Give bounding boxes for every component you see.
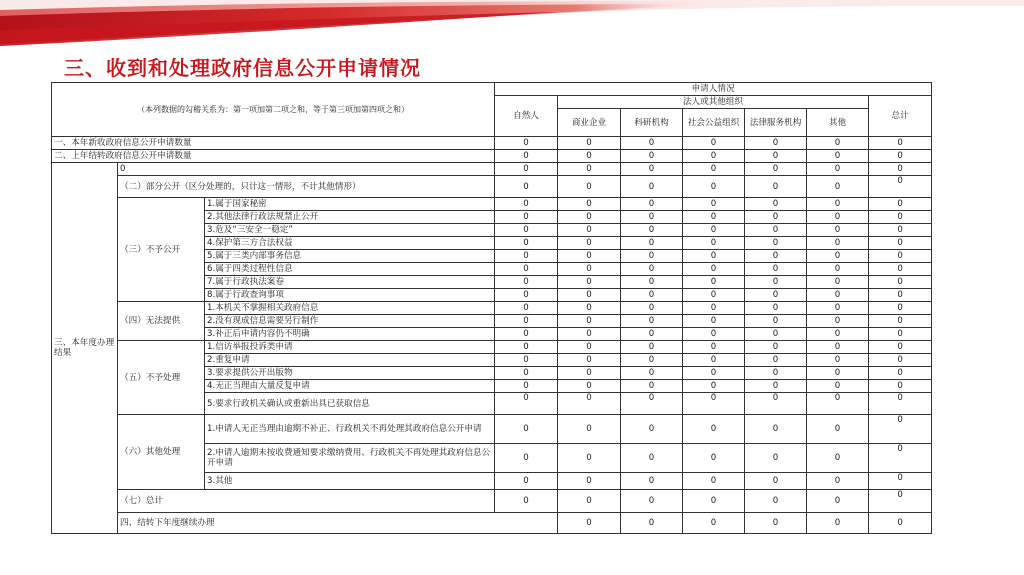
value-cell: 0 bbox=[621, 198, 683, 211]
value-cell: 0 bbox=[869, 250, 932, 263]
header-total: 总计 bbox=[869, 96, 932, 137]
value-cell: 0 bbox=[869, 176, 932, 198]
row-label: （二）部分公开（区分处理的，只计这一情形，不计其他情形） bbox=[118, 176, 495, 198]
value-cell: 0 bbox=[495, 198, 558, 211]
value-cell: 0 bbox=[807, 176, 869, 198]
value-cell: 0 bbox=[869, 354, 932, 367]
value-cell: 0 bbox=[683, 198, 745, 211]
value-cell: 0 bbox=[807, 341, 869, 354]
value-cell: 0 bbox=[745, 354, 807, 367]
value-cell: 0 bbox=[558, 176, 621, 198]
header-applicant: 申请人情况 bbox=[495, 83, 932, 96]
row-label: 6.属于四类过程性信息 bbox=[205, 263, 495, 276]
value-cell: 0 bbox=[869, 444, 932, 473]
value-cell: 0 bbox=[558, 211, 621, 224]
value-cell: 0 bbox=[807, 393, 869, 415]
value-cell: 0 bbox=[745, 176, 807, 198]
value-cell: 0 bbox=[745, 473, 807, 490]
value-cell: 0 bbox=[807, 473, 869, 490]
header-business: 商业企业 bbox=[558, 109, 621, 137]
table-row bbox=[52, 198, 932, 211]
value-cell: 0 bbox=[683, 302, 745, 315]
value-cell: 0 bbox=[745, 137, 807, 150]
value-cell: 0 bbox=[683, 444, 745, 473]
value-cell: 0 bbox=[495, 276, 558, 289]
value-cell: 0 bbox=[558, 137, 621, 150]
value-cell: 0 bbox=[683, 276, 745, 289]
row-label: 3.危及“三安全一稳定” bbox=[205, 224, 495, 237]
value-cell: 0 bbox=[869, 302, 932, 315]
value-cell: 0 bbox=[495, 393, 558, 415]
value-cell: 0 bbox=[683, 137, 745, 150]
value-cell: 0 bbox=[807, 415, 869, 444]
value-cell: 0 bbox=[558, 302, 621, 315]
group3-label: （三）不予公开 bbox=[118, 198, 205, 302]
table-row bbox=[52, 150, 932, 163]
value-cell: 0 bbox=[869, 137, 932, 150]
value-cell: 0 bbox=[558, 163, 621, 176]
header-research: 科研机构 bbox=[621, 109, 683, 137]
value-cell: 0 bbox=[807, 163, 869, 176]
value-cell: 0 bbox=[495, 137, 558, 150]
header-legal-service: 法律服务机构 bbox=[745, 109, 807, 137]
value-cell: 0 bbox=[683, 163, 745, 176]
value-cell: 0 bbox=[807, 150, 869, 163]
value-cell: 0 bbox=[558, 250, 621, 263]
row-label: 二、上年结转政府信息公开申请数量 bbox=[52, 150, 495, 163]
row-label: 4.保护第三方合法权益 bbox=[205, 237, 495, 250]
value-cell: 0 bbox=[558, 354, 621, 367]
value-cell: 0 bbox=[683, 328, 745, 341]
value-cell: 0 bbox=[495, 315, 558, 328]
value-cell: 0 bbox=[869, 224, 932, 237]
row-label: 8.属于行政查询事项 bbox=[205, 289, 495, 302]
value-cell: 0 bbox=[495, 328, 558, 341]
table-row bbox=[52, 137, 932, 150]
value-cell: 0 bbox=[745, 263, 807, 276]
row-label: 3.要求提供公开出版物 bbox=[205, 367, 495, 380]
value-cell: 0 bbox=[495, 263, 558, 276]
row-label: 4.无正当理由大量反复申请 bbox=[205, 380, 495, 393]
value-cell: 0 bbox=[558, 150, 621, 163]
value-cell: 0 bbox=[807, 198, 869, 211]
value-cell: 0 bbox=[683, 211, 745, 224]
header-legal-group: 法人或其他组织 bbox=[558, 96, 869, 109]
value-cell: 0 bbox=[683, 513, 745, 534]
value-cell: 0 bbox=[683, 224, 745, 237]
value-cell: 0 bbox=[869, 490, 932, 513]
row-label: 1.本机关不掌握相关政府信息 bbox=[205, 302, 495, 315]
value-cell: 0 bbox=[621, 490, 683, 513]
row-label: 7.属于行政执法案卷 bbox=[205, 276, 495, 289]
value-cell: 0 bbox=[621, 315, 683, 328]
value-cell: 0 bbox=[869, 341, 932, 354]
value-cell: 0 bbox=[621, 289, 683, 302]
value-cell: 0 bbox=[683, 367, 745, 380]
value-cell: 0 bbox=[745, 302, 807, 315]
value-cell: 0 bbox=[807, 444, 869, 473]
value-cell: 0 bbox=[621, 163, 683, 176]
value-cell: 0 bbox=[869, 163, 932, 176]
value-cell: 0 bbox=[621, 380, 683, 393]
header-natural-person: 自然人 bbox=[495, 96, 558, 137]
value-cell: 0 bbox=[621, 137, 683, 150]
value-cell: 0 bbox=[869, 198, 932, 211]
value-cell: 0 bbox=[869, 237, 932, 250]
value-cell: 0 bbox=[621, 513, 683, 534]
row-label: 2.申请人逾期未按收费通知要求缴纳费用、行政机关不再处理其政府信息公开申请 bbox=[205, 444, 495, 473]
group4-label: （四）无法提供 bbox=[118, 302, 205, 341]
value-cell: 0 bbox=[869, 473, 932, 490]
value-cell: 0 bbox=[621, 276, 683, 289]
header-social: 社会公益组织 bbox=[683, 109, 745, 137]
value-cell: 0 bbox=[683, 354, 745, 367]
value-cell: 0 bbox=[621, 211, 683, 224]
value-cell: 0 bbox=[807, 211, 869, 224]
row-label: 2.重复申请 bbox=[205, 354, 495, 367]
value-cell: 0 bbox=[558, 473, 621, 490]
value-cell: 0 bbox=[807, 380, 869, 393]
header-other: 其他 bbox=[807, 109, 869, 137]
value-cell: 0 bbox=[869, 150, 932, 163]
value-cell: 0 bbox=[745, 224, 807, 237]
value-cell: 0 bbox=[495, 211, 558, 224]
value-cell: 0 bbox=[807, 237, 869, 250]
value-cell: 0 bbox=[869, 211, 932, 224]
value-cell: 0 bbox=[621, 415, 683, 444]
value-cell: 0 bbox=[621, 367, 683, 380]
value-cell: 0 bbox=[621, 341, 683, 354]
value-cell: 0 bbox=[745, 276, 807, 289]
value-cell: 0 bbox=[807, 490, 869, 513]
value-cell: 0 bbox=[495, 237, 558, 250]
value-cell: 0 bbox=[495, 367, 558, 380]
table-row bbox=[52, 163, 932, 176]
value-cell: 0 bbox=[621, 393, 683, 415]
value-cell: 0 bbox=[558, 198, 621, 211]
value-cell: 0 bbox=[683, 415, 745, 444]
value-cell: 0 bbox=[745, 341, 807, 354]
value-cell: 0 bbox=[683, 289, 745, 302]
table-row bbox=[52, 415, 932, 444]
header-note: （本列数据的勾稽关系为：第一项加第二项之和，等于第三项加第四项之和） bbox=[52, 83, 495, 137]
value-cell: 0 bbox=[745, 163, 807, 176]
section3-label: 三、本年度办理结果 bbox=[52, 163, 118, 534]
header-banner bbox=[0, 0, 1024, 52]
value-cell: 0 bbox=[621, 354, 683, 367]
value-cell: 0 bbox=[869, 380, 932, 393]
value-cell: 0 bbox=[745, 415, 807, 444]
value-cell: 0 bbox=[683, 380, 745, 393]
row-label: 一、本年新收政府信息公开申请数量 bbox=[52, 137, 495, 150]
row-label: （七）总计 bbox=[118, 490, 495, 513]
value-cell: 0 bbox=[807, 250, 869, 263]
table-row bbox=[52, 176, 932, 198]
value-cell: 0 bbox=[869, 263, 932, 276]
value-cell: 0 bbox=[869, 289, 932, 302]
value-cell: 0 bbox=[683, 176, 745, 198]
value-cell: 0 bbox=[683, 250, 745, 263]
value-cell: 0 bbox=[683, 263, 745, 276]
value-cell: 0 bbox=[807, 354, 869, 367]
value-cell: 0 bbox=[807, 315, 869, 328]
value-cell: 0 bbox=[807, 263, 869, 276]
table-row bbox=[52, 341, 932, 354]
value-cell: 0 bbox=[869, 276, 932, 289]
value-cell: 0 bbox=[807, 289, 869, 302]
value-cell: 0 bbox=[745, 513, 807, 534]
value-cell: 0 bbox=[683, 237, 745, 250]
value-cell: 0 bbox=[683, 341, 745, 354]
value-cell: 0 bbox=[621, 328, 683, 341]
value-cell: 0 bbox=[558, 393, 621, 415]
value-cell: 0 bbox=[495, 176, 558, 198]
value-cell: 0 bbox=[495, 224, 558, 237]
value-cell: 0 bbox=[807, 276, 869, 289]
row-label: 3.补正后申请内容仍不明确 bbox=[205, 328, 495, 341]
value-cell: 0 bbox=[745, 198, 807, 211]
value-cell: 0 bbox=[621, 302, 683, 315]
value-cell: 0 bbox=[869, 393, 932, 415]
value-cell: 0 bbox=[807, 328, 869, 341]
value-cell: 0 bbox=[807, 137, 869, 150]
value-cell: 0 bbox=[495, 250, 558, 263]
value-cell: 0 bbox=[558, 328, 621, 341]
group5-label: （五）不予处理 bbox=[118, 341, 205, 415]
table-row bbox=[52, 513, 932, 534]
value-cell: 0 bbox=[495, 354, 558, 367]
value-cell: 0 bbox=[807, 513, 869, 534]
row-label: 3.其他 bbox=[205, 473, 495, 490]
row-label: 1.信访举报投诉类申请 bbox=[205, 341, 495, 354]
value-cell: 0 bbox=[807, 302, 869, 315]
row-label: 2.其他法律行政法规禁止公开 bbox=[205, 211, 495, 224]
value-cell: 0 bbox=[495, 444, 558, 473]
value-cell: 0 bbox=[869, 415, 932, 444]
value-cell: 0 bbox=[683, 150, 745, 163]
row-label: 5.属于三类内部事务信息 bbox=[205, 250, 495, 263]
value-cell: 0 bbox=[495, 163, 558, 176]
row-label: 四、结转下年度继续办理 bbox=[118, 513, 558, 534]
value-cell: 0 bbox=[683, 473, 745, 490]
value-cell: 0 bbox=[558, 380, 621, 393]
value-cell: 0 bbox=[683, 393, 745, 415]
value-cell: 0 bbox=[745, 393, 807, 415]
value-cell: 0 bbox=[558, 444, 621, 473]
value-cell: 0 bbox=[869, 315, 932, 328]
disclosure-table bbox=[51, 82, 932, 534]
value-cell: 0 bbox=[495, 473, 558, 490]
value-cell: 0 bbox=[495, 302, 558, 315]
value-cell: 0 bbox=[745, 444, 807, 473]
value-cell: 0 bbox=[683, 490, 745, 513]
value-cell: 0 bbox=[621, 237, 683, 250]
value-cell: 0 bbox=[558, 513, 621, 534]
row-label: 5.要求行政机关确认或重新出具已获取信息 bbox=[205, 393, 495, 415]
value-cell: 0 bbox=[807, 224, 869, 237]
row-label: 2.没有现成信息需要另行制作 bbox=[205, 315, 495, 328]
value-cell: 0 bbox=[807, 367, 869, 380]
value-cell: 0 bbox=[558, 289, 621, 302]
table-row bbox=[52, 302, 932, 315]
value-cell: 0 bbox=[745, 328, 807, 341]
value-cell: 0 bbox=[558, 276, 621, 289]
value-cell: 0 bbox=[621, 176, 683, 198]
value-cell: 0 bbox=[495, 380, 558, 393]
value-cell: 0 bbox=[869, 328, 932, 341]
value-cell: 0 bbox=[621, 444, 683, 473]
value-cell: 0 bbox=[745, 211, 807, 224]
value-cell: 0 bbox=[869, 513, 932, 534]
value-cell: 0 bbox=[558, 237, 621, 250]
value-cell: 0 bbox=[558, 341, 621, 354]
value-cell: 0 bbox=[621, 224, 683, 237]
value-cell: 0 bbox=[621, 473, 683, 490]
page-title: 三、收到和处理政府信息公开申请情况 bbox=[64, 56, 421, 80]
value-cell: 0 bbox=[558, 367, 621, 380]
value-cell: 0 bbox=[745, 150, 807, 163]
value-cell: 0 bbox=[745, 367, 807, 380]
value-cell: 0 bbox=[745, 250, 807, 263]
value-cell: 0 bbox=[745, 289, 807, 302]
value-cell: 0 bbox=[745, 315, 807, 328]
value-cell: 0 bbox=[495, 490, 558, 513]
disclosure-table-container bbox=[51, 82, 931, 534]
value-cell: 0 bbox=[558, 224, 621, 237]
table-row bbox=[52, 490, 932, 513]
row-label: 1.申请人无正当理由逾期不补正、行政机关不再处理其政府信息公开申请 bbox=[205, 415, 495, 444]
value-cell: 0 bbox=[745, 237, 807, 250]
value-cell: 0 bbox=[683, 315, 745, 328]
value-cell: 0 bbox=[558, 263, 621, 276]
value-cell: 0 bbox=[558, 490, 621, 513]
value-cell: 0 bbox=[558, 415, 621, 444]
row-label: 0 bbox=[118, 163, 495, 176]
row-label: 1.属于国家秘密 bbox=[205, 198, 495, 211]
value-cell: 0 bbox=[495, 150, 558, 163]
value-cell: 0 bbox=[745, 490, 807, 513]
value-cell: 0 bbox=[558, 315, 621, 328]
value-cell: 0 bbox=[869, 367, 932, 380]
value-cell: 0 bbox=[495, 341, 558, 354]
value-cell: 0 bbox=[621, 250, 683, 263]
group6-label: （六）其他处理 bbox=[118, 415, 205, 490]
value-cell: 0 bbox=[621, 263, 683, 276]
value-cell: 0 bbox=[495, 289, 558, 302]
value-cell: 0 bbox=[495, 415, 558, 444]
value-cell: 0 bbox=[745, 380, 807, 393]
value-cell: 0 bbox=[621, 150, 683, 163]
